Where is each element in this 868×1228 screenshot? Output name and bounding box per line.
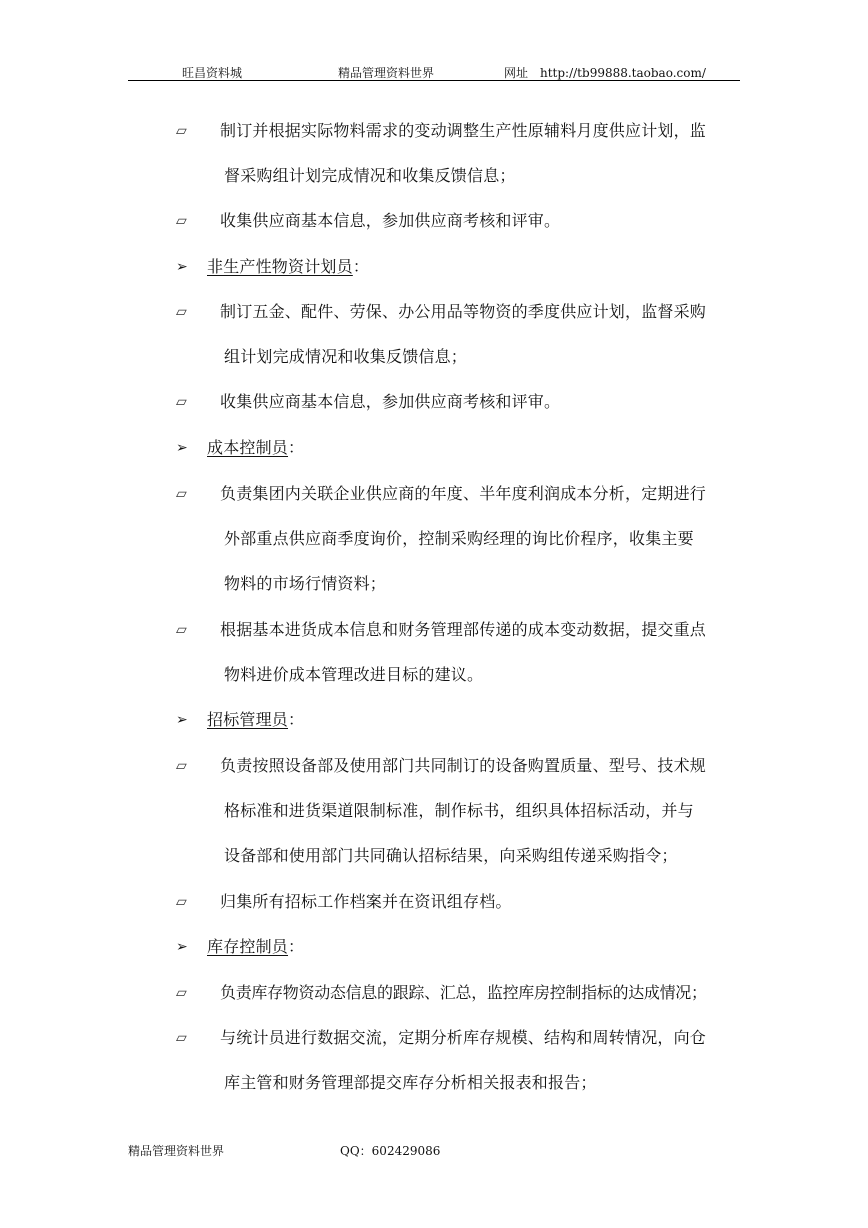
section-heading: 库存控制员： [207, 937, 305, 956]
list-item-line: 物料进价成本管理改进目标的建议。 [224, 665, 484, 684]
list-item-line: 负责按照设备部及使用部门共同制订的设备购置质量、型号、技术规 [220, 756, 707, 775]
list-item-line: 组计划完成情况和收集反馈信息； [224, 347, 468, 366]
list-item-line: 格标准和进货渠道限制标准，制作标书，组织具体招标活动，并与 [224, 801, 694, 820]
folder-bullet-icon: ▱ [176, 213, 187, 229]
header-url-text: 网址 http://tb99888.taobao.com/ [504, 66, 706, 80]
folder-bullet-icon: ▱ [176, 622, 187, 638]
header-left-text: 旺昌资料城 [182, 66, 243, 80]
page-header [128, 60, 740, 81]
list-item-line: 负责集团内关联企业供应商的年度、半年度利润成本分析，定期进行 [220, 484, 707, 503]
list-item-line: 库主管和财务管理部提交库存分析相关报表和报告； [224, 1073, 597, 1092]
folder-bullet-icon: ▱ [176, 985, 187, 1001]
footer-qq-text: QQ：602429086 [340, 1144, 441, 1158]
folder-bullet-icon: ▱ [176, 394, 187, 410]
section-heading: 成本控制员： [207, 438, 305, 457]
list-item-line: 制订五金、配件、劳保、办公用品等物资的季度供应计划，监督采购 [220, 302, 707, 321]
list-item-line: 制订并根据实际物料需求的变动调整生产性原辅料月度供应计划，监 [220, 121, 707, 140]
list-item-line: 收集供应商基本信息，参加供应商考核和评审。 [220, 392, 561, 411]
list-item-line: 与统计员进行数据交流，定期分析库存规模、结构和周转情况，向仓 [220, 1028, 707, 1047]
folder-bullet-icon: ▱ [176, 123, 187, 139]
list-item-line: 外部重点供应商季度询价，控制采购经理的询比价程序，收集主要 [224, 529, 694, 548]
list-item-line: 归集所有招标工作档案并在资讯组存档。 [220, 892, 512, 911]
list-item-line: 负责库存物资动态信息的跟踪、汇总，监控库房控制指标的达成情况； [220, 983, 707, 1002]
list-item-line: 设备部和使用部门共同确认招标结果，向采购组传递采购指令； [224, 846, 678, 865]
folder-bullet-icon: ▱ [176, 1030, 187, 1046]
footer-left-text: 精品管理资料世界 [128, 1144, 225, 1158]
header-center-text: 精品管理资料世界 [338, 66, 435, 80]
list-item-line: 督采购组计划完成情况和收集反馈信息； [224, 166, 516, 185]
folder-bullet-icon: ▱ [176, 486, 187, 502]
arrow-bullet-icon: ➢ [176, 939, 188, 955]
list-item-line: 收集供应商基本信息，参加供应商考核和评审。 [220, 211, 561, 230]
arrow-bullet-icon: ➢ [176, 712, 188, 728]
section-heading: 招标管理员： [207, 710, 305, 729]
section-heading: 非生产性物资计划员： [207, 257, 370, 276]
folder-bullet-icon: ▱ [176, 304, 187, 320]
folder-bullet-icon: ▱ [176, 758, 187, 774]
arrow-bullet-icon: ➢ [176, 259, 188, 275]
list-item-line: 根据基本进货成本信息和财务管理部传递的成本变动数据，提交重点 [220, 620, 707, 639]
folder-bullet-icon: ▱ [176, 894, 187, 910]
arrow-bullet-icon: ➢ [176, 440, 188, 456]
list-item-line: 物料的市场行情资料； [224, 574, 387, 593]
